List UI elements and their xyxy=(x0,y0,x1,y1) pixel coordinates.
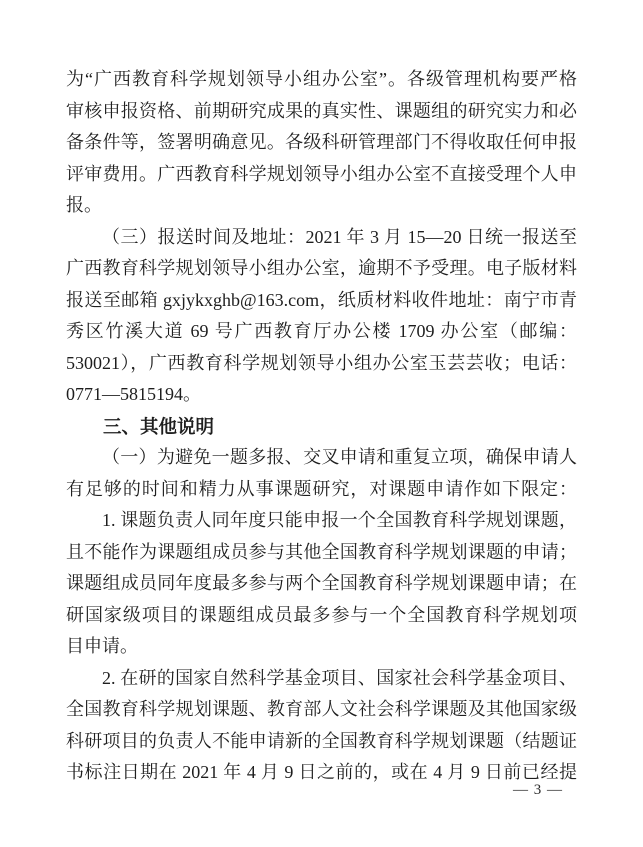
text-line: 课题组成员同年度最多参与两个全国教育科学规划课题申请；在 xyxy=(66,573,577,593)
text-line: 秀区竹溪大道 69 号广西教育厅办公楼 1709 办公室（邮编： xyxy=(66,321,577,341)
text-line: （一）为避免一题多报、交叉申请和重复立项，确保申请人 xyxy=(102,447,577,467)
text-line: 且不能作为课题组成员参与其他全国教育科学规划课题的申请； xyxy=(66,541,577,562)
text-line: 研国家级项目的课题组成员最多参与一个全国教育科学规划项 xyxy=(66,604,577,625)
text-line: 报送至邮箱 gxjykxghb@163.com，纸质材料收件地址：南宁市青 xyxy=(66,289,577,310)
text-line: 科研项目的负责人不能申请新的全国教育科学规划课题（结题证 xyxy=(66,730,577,751)
text-line: 1. 课题负责人同年度只能申报一个全国教育科学规划课题， xyxy=(102,510,577,530)
text-line: 审核申报资格、前期研究成果的真实性、课题组的研究实力和必 xyxy=(66,100,577,121)
text-line: 目申请。 xyxy=(66,636,138,656)
document-body xyxy=(66,64,577,789)
page-number: — 3 — xyxy=(513,782,563,798)
text-line: （三）报送时间及地址：2021 年 3 月 15—20 日统一报送至 xyxy=(102,226,577,247)
text-line: 报。 xyxy=(66,195,102,215)
text-line: 书标注日期在 2021 年 4 月 9 日之前的，或在 4 月 9 日前已经提 xyxy=(66,762,577,782)
text-line: 评审费用。广西教育科学规划领导小组办公室不直接受理个人申 xyxy=(66,163,577,184)
section-heading: 三、其他说明 xyxy=(103,415,215,437)
text-line: 备条件等，签署明确意见。各级科研管理部门不得收取任何申报 xyxy=(66,132,577,152)
text-line: 为“广西教育科学规划领导小组办公室”。各级管理机构要严格 xyxy=(66,69,577,89)
text-line: 有足够的时间和精力从事课题研究，对课题申请作如下限定： xyxy=(66,478,577,499)
text-line: 530021），广西教育科学规划领导小组办公室玉芸芸收；电话： xyxy=(66,352,577,373)
text-line: 0771—5815194。 xyxy=(66,384,201,404)
text-line: 全国教育科学规划课题、教育部人文社会科学课题及其他国家级 xyxy=(66,699,577,719)
text-line: 2. 在研的国家自然科学基金项目、国家社会科学基金项目、 xyxy=(102,667,577,688)
text-line: 广西教育科学规划领导小组办公室，逾期不予受理。电子版材料 xyxy=(66,258,577,278)
